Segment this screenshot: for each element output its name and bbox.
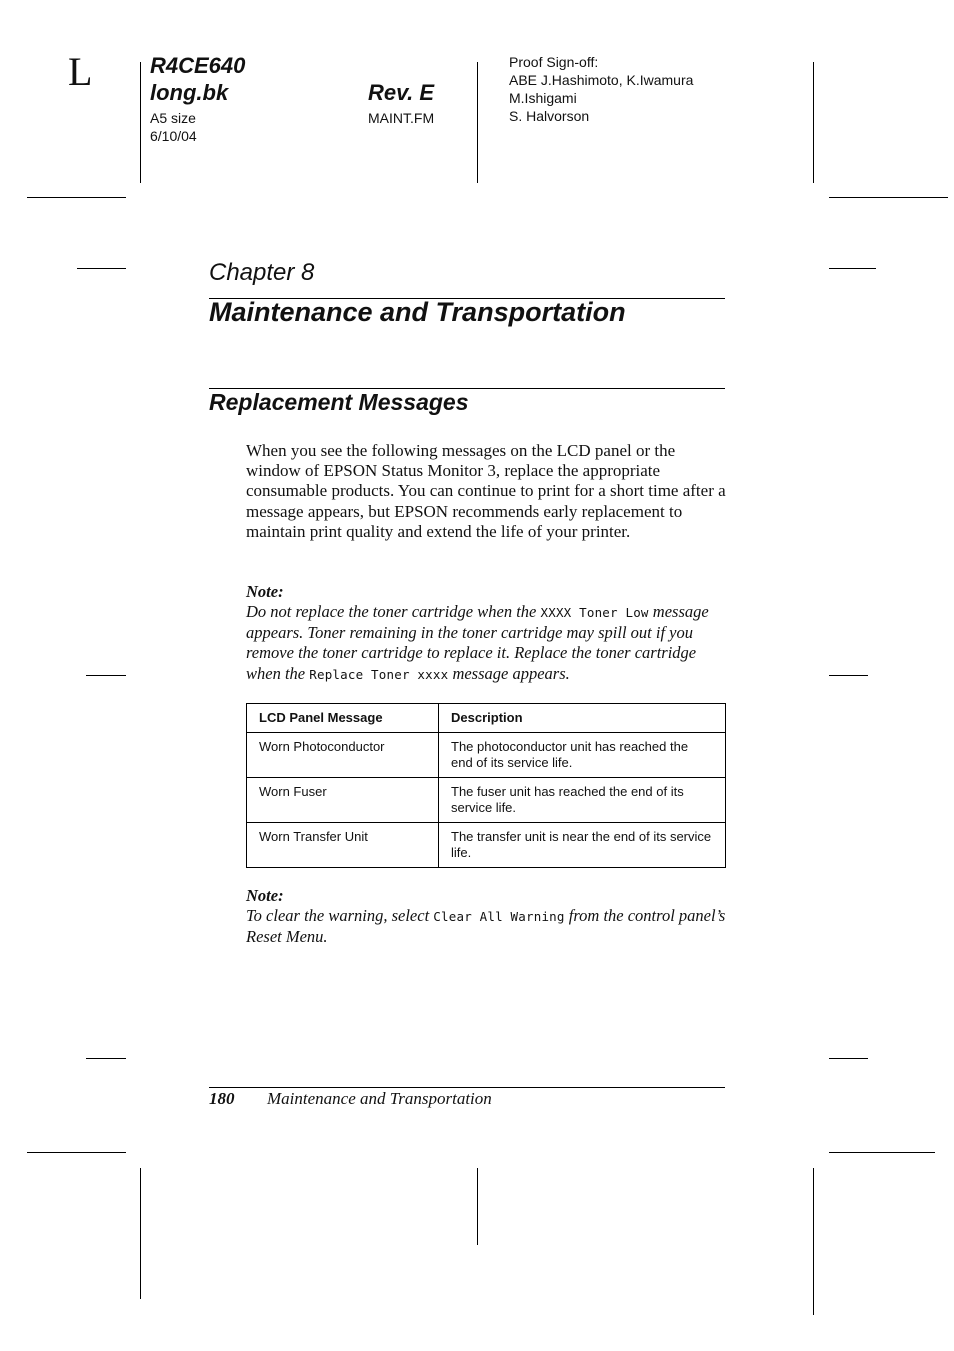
- table-cell-message: Worn Fuser: [247, 778, 439, 823]
- note-text-part: message appears.: [448, 663, 570, 683]
- trim-mark-left-3: [86, 1058, 126, 1059]
- note-text-part: To clear the warning, select: [246, 906, 434, 925]
- table-cell-description: The fuser unit has reached the end of its service life.: [439, 778, 726, 823]
- intro-paragraph: When you see the following messages on the LCD panel or the window of EPSON Status Monitor 3, replace the appropriate consumable products. You can continue to print for a short time after a message appears, but EPSON recommends early replacement to maintain print quality and extend the life of your printer.: [246, 441, 726, 541]
- crop-mark-top-right-vertical: [813, 62, 814, 183]
- proof-signoff: [509, 53, 693, 125]
- section-title: Replacement Messages: [209, 389, 469, 415]
- book-name: long.bk: [150, 80, 229, 105]
- table-row: [247, 778, 726, 823]
- table-cell-description: The transfer unit is near the end of its service life.: [439, 823, 726, 868]
- crop-mark-top-right-horizontal: [829, 197, 948, 198]
- column-header: Description: [439, 704, 726, 733]
- note-text-part: from the control panel’s Reset Menu.: [246, 906, 726, 947]
- crop-mark-top-left-horizontal: [27, 197, 126, 198]
- trim-mark-left-2: [86, 675, 126, 676]
- table-cell-message: Worn Photoconductor: [247, 733, 439, 778]
- note-block: [246, 582, 728, 685]
- note-text-part: Do not replace the toner cartridge when the: [246, 602, 541, 621]
- proof-signoff-line: S. Halvorson: [509, 108, 590, 124]
- trim-mark-left-1: [77, 268, 126, 269]
- running-title: Maintenance and Transportation: [267, 1089, 492, 1108]
- trim-mark-right-3: [829, 1058, 868, 1059]
- crop-mark-bottom-right-vertical: [813, 1168, 814, 1315]
- chapter-title: Maintenance and Transportation: [209, 297, 626, 327]
- replacement-messages-table: [246, 703, 726, 868]
- doc-code: R4CE640: [150, 53, 246, 78]
- crop-mark-bottom-right-horizontal: [829, 1152, 935, 1153]
- column-header: LCD Panel Message: [247, 704, 439, 733]
- lcd-message-code: XXXX Toner Low: [540, 605, 649, 620]
- crop-mark-top-left-vertical: [140, 62, 141, 183]
- proof-signoff-line: ABE J.Hashimoto, K.Iwamura: [509, 72, 694, 88]
- table-cell-description: The photoconductor unit has reached the end of its service life.: [439, 733, 726, 778]
- lcd-message-code: Replace Toner xxxx: [309, 666, 449, 682]
- trim-mark-right-2: [829, 675, 868, 676]
- crop-mark-top-center-vertical: [477, 62, 478, 183]
- note-block: [246, 886, 728, 947]
- note-text-part: message appears. Toner remaining in the toner cartridge may spill out if you remove the toner cartridge to replace it. Replace the toner cartridge when the: [246, 602, 709, 683]
- corner-mark: L: [68, 49, 93, 94]
- revision-date: 6/10/04: [150, 128, 197, 144]
- table-row: [247, 733, 726, 778]
- file-name: MAINT.FM: [368, 110, 435, 126]
- table-header-row: [247, 704, 726, 733]
- crop-mark-bottom-left-vertical: [140, 1168, 141, 1299]
- note-text: [246, 906, 728, 947]
- footer-rule: [209, 1087, 725, 1088]
- crop-mark-bottom-left-horizontal: [27, 1152, 126, 1153]
- proof-signoff-line: M.Ishigami: [509, 90, 577, 106]
- revision-label: Rev. E: [368, 80, 435, 105]
- table-row: [247, 823, 726, 868]
- menu-item-code: Clear All Warning: [433, 909, 565, 924]
- trim-mark-right-1: [829, 268, 876, 269]
- proof-signoff-label: Proof Sign-off:: [509, 54, 599, 70]
- note-label: Note:: [246, 886, 284, 905]
- crop-mark-bottom-center-vertical: [477, 1168, 478, 1245]
- page-number: 180: [209, 1089, 235, 1108]
- table-cell-message: Worn Transfer Unit: [247, 823, 439, 868]
- chapter-label: Chapter 8: [209, 259, 315, 286]
- note-label: Note:: [246, 582, 284, 601]
- page-size: A5 size: [150, 110, 196, 126]
- note-text: [246, 602, 728, 685]
